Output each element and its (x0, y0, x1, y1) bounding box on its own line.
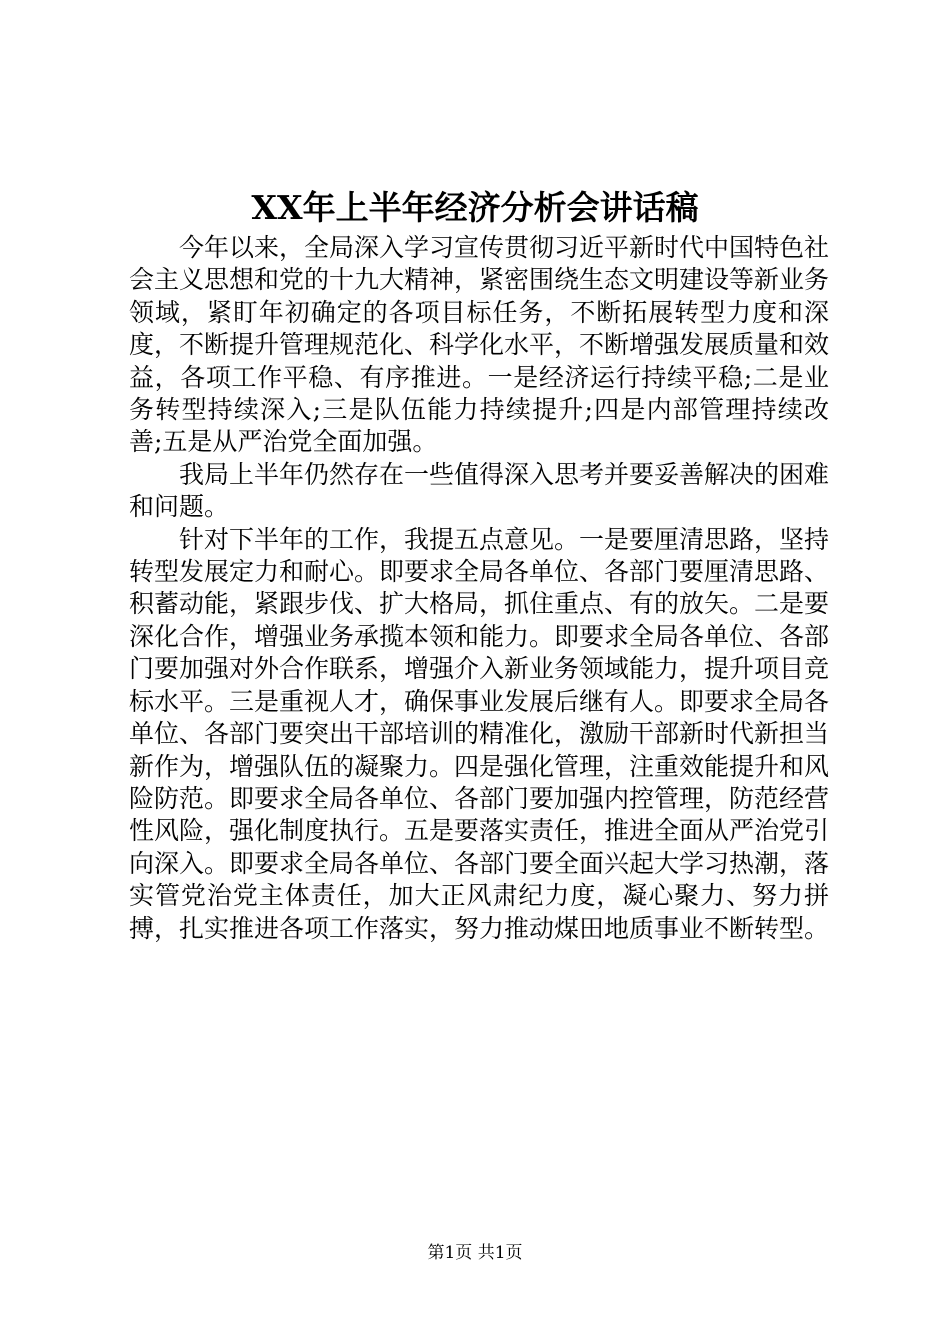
document-title: XX年上半年经济分析会讲话稿 (251, 188, 699, 227)
paragraph-problems: 我局上半年仍然存在一些值得深入思考并要妥善解决的困难和问题。 (129, 459, 830, 522)
paragraph-summary: 今年以来，全局深入学习宣传贯彻习近平新时代中国特色社会主义思想和党的十九大精神，紧密围绕生态文明建设等新业务领域，紧盯年初确定的各项目标任务，不断拓展转型力度和深度，不断提升管理规范化、科学化水平，不断增强发展质量和效益，各项工作平稳、有序推进。一是经济运行持续平稳;二是业务转型持续深入;三是队伍能力持续提升;四是内部管理持续改善;五是从严治党全面加强。 (129, 233, 830, 457)
paragraph-opinions: 针对下半年的工作，我提五点意见。一是要厘清思路，坚持转型发展定力和耐心。即要求全局各单位、各部门要厘清思路、积蓄动能，紧跟步伐、扩大格局，抓住重点、有的放矢。二是要深化合作，增强业务承揽本领和能力。即要求全局各单位、各部门要加强对外合作联系，增强介入新业务领域能力，提升项目竞标水平。三是重视人才，确保事业发展后继有人。即要求全局各单位、各部门要突出干部培训的精准化，激励干部新时代新担当新作为，增强队伍的凝聚力。四是强化管理，注重效能提升和风险防范。即要求全局各单位、各部门要加强内控管理，防范经营性风险，强化制度执行。五是要落实责任，推进全面从严治党引向深入。即要求全局各单位、各部门要全面兴起大学习热潮，落实管党治党主体责任，加大正风肃纪力度，凝心聚力、努力拼搏，扎实推进各项工作落实，努力推动煤田地质事业不断转型。 (129, 524, 830, 943)
document-body (129, 232, 829, 945)
page-footer: 第1页 共1页 (427, 1243, 523, 1263)
